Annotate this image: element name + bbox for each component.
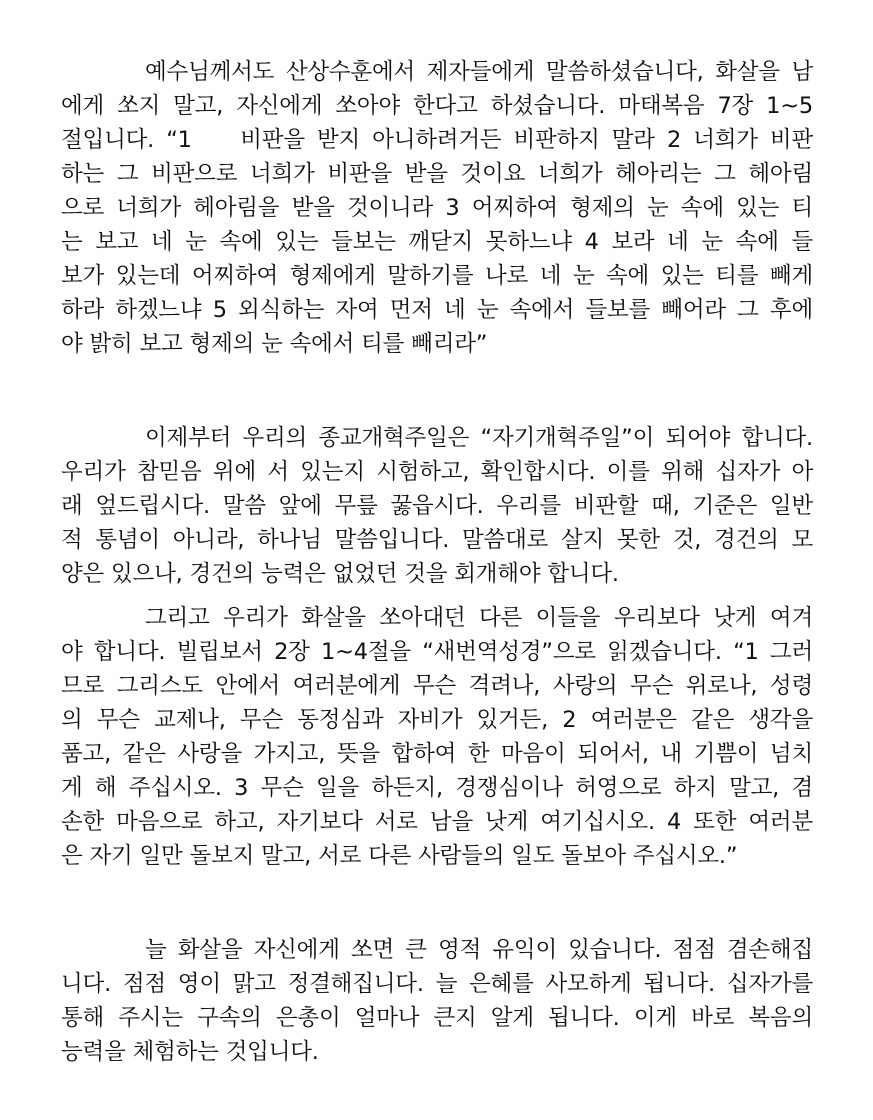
paragraph-4-line-1: 늘 화살을 자신에게 쏘면 큰 영적 유익이 있습니다. 점점 겸손해집 bbox=[145, 937, 813, 963]
paragraph-2-line-5: 양은 있으나, 경건의 능력은 없었던 것을 회개해야 합니다. bbox=[61, 561, 619, 587]
paragraph-1-line-7: 보가 있는데 어찌하여 형제에게 말하기를 나로 네 눈 속에 있는 티를 빼게 bbox=[61, 263, 813, 289]
paragraph-1-line-5: 으로 너희가 헤아림을 받을 것이니라 3 어찌하여 형제의 눈 속에 있는 티 bbox=[61, 195, 813, 221]
paragraph-1-line-8: 하라 하겠느냐 5 외식하는 자여 먼저 네 눈 속에서 들보를 빼어라 그 후에 bbox=[61, 297, 813, 323]
paragraph-3-line-1: 그리고 우리가 화살을 쏘아대던 다른 이들을 우리보다 낫게 여겨 bbox=[145, 605, 813, 631]
paragraph-3-line-3: 므로 그리스도 안에서 여러분에게 무슨 격려나, 사랑의 무슨 위로나, 성령 bbox=[61, 673, 813, 699]
paragraph-1-line-1: 예수님께서도 산상수훈에서 제자들에게 말씀하셨습니다, 화살을 남 bbox=[145, 59, 813, 85]
paragraph-3-line-2: 야 합니다. 빌립보서 2장 1~4절을 “새번역성경”으로 읽겠습니다. “1 그러 bbox=[61, 639, 813, 665]
paragraph-1-line-6: 는 보고 네 눈 속에 있는 들보는 깨닫지 못하느냐 4 보라 네 눈 속에 들 bbox=[61, 229, 813, 255]
paragraph-3-line-6: 게 해 주십시오. 3 무슨 일을 하든지, 경쟁심이나 허영으로 하지 말고, 겸 bbox=[61, 775, 813, 801]
paragraph-1-line-4: 하는 그 비판으로 너희가 비판을 받을 것이요 너희가 헤아리는 그 헤아림 bbox=[61, 161, 813, 187]
paragraph-4-line-2: 니다. 점점 영이 맑고 정결해집니다. 늘 은혜를 사모하게 됩니다. 십자가를 bbox=[61, 971, 813, 997]
paragraph-3-line-8: 은 자기 일만 돌보지 말고, 서로 다른 사람들의 일도 돌보아 주십시오.” bbox=[61, 843, 738, 869]
paragraph-3-line-7: 손한 마음으로 하고, 자기보다 서로 남을 낫게 여기십시오. 4 또한 여러분 bbox=[61, 809, 813, 835]
paragraph-3-line-4: 의 무슨 교제나, 무슨 동정심과 자비가 있거든, 2 여러분은 같은 생각을 bbox=[61, 707, 813, 733]
paragraph-2-line-1: 이제부터 우리의 종교개혁주일은 “자기개혁주일”이 되어야 합니다. bbox=[145, 425, 813, 451]
paragraph-3-line-5: 품고, 같은 사랑을 가지고, 뜻을 합하여 한 마음이 되어서, 내 기쁨이 넘치 bbox=[61, 741, 813, 767]
paragraph-2-line-4: 적 통념이 아니라, 하나님 말씀입니다. 말씀대로 살지 못한 것, 경건의 모 bbox=[61, 527, 813, 553]
paragraph-1-line-3: 절입니다. “1 비판을 받지 아니하려거든 비판하지 말라 2 너희가 비판 bbox=[61, 127, 813, 153]
paragraph-2-line-3: 래 엎드립시다. 말씀 앞에 무릎 꿇읍시다. 우리를 비판할 때, 기준은 일반 bbox=[61, 493, 813, 519]
paragraph-1-line-9: 야 밝히 보고 형제의 눈 속에서 티를 빼리라” bbox=[61, 331, 488, 357]
paragraph-4-line-4: 능력을 체험하는 것입니다. bbox=[61, 1039, 319, 1065]
paragraph-2-line-2: 우리가 참믿음 위에 서 있는지 시험하고, 확인합시다. 이를 위해 십자가 아 bbox=[61, 459, 813, 485]
paragraph-4-line-3: 통해 주시는 구속의 은총이 얼마나 큰지 알게 됩니다. 이게 바로 복음의 bbox=[61, 1005, 813, 1031]
paragraph-1-line-2: 에게 쏘지 말고, 자신에게 쏘아야 한다고 하셨습니다. 마태복음 7장 1~5 bbox=[61, 93, 813, 119]
